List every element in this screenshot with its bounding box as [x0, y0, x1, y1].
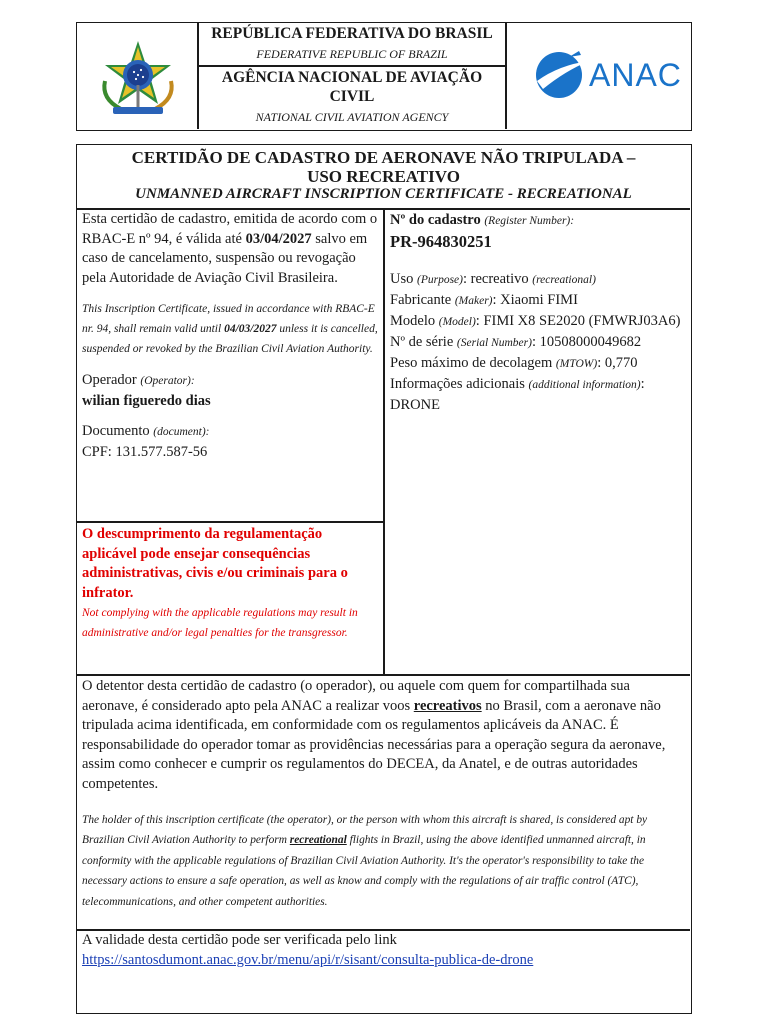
registration-block	[390, 210, 687, 415]
register-number-label: Nº do cadastro (Register Number):	[390, 212, 575, 228]
certificate-title	[77, 148, 690, 186]
warning-pt: O descumprimento da regulamentação aplicável pode ensejar consequências administrativas, civis e/ou criminais para o infrator.	[82, 526, 348, 601]
holder-en: The holder of this inscription certificate (the operator), or the person with whom this aircraft is shared, is considered apt by Brazilian Civil Aviation Authority to perform recreational flights in Brazil, using the above identified unmanned aircraft, in conformity with the applicable regulations of Brazilian Civil Aviation Authority. It's the operator's responsibility to take the necessary actions to ensure a safe operation, as well as know and comply with the regulations of air traffic control (ATC), telecommunications, and other competent authorities.	[82, 813, 648, 908]
verification-text: A validade desta certidão pode ser verificada pelo link	[82, 932, 397, 948]
info-row: Informações adicionais (additional information): DRONE	[390, 376, 645, 413]
holder-pt: O detentor desta certidão de cadastro (o operador), ou aquele com quem for compartilhada sua aeronave, é considerado apto pela ANAC a realizar voos recreativos no Brasil, com a aeronave não tripulada acima identificada, em conformidade com os regulamentos aplicáveis da ANAC. É responsabilidade do operador tomar as providências necessárias para a operação segura da aeronave, assim como conhecer e cumprir os regulamentos do DECEA, da Anatel, e de outras autoridades competentes.	[82, 678, 666, 792]
register-number: PR-964830251	[390, 232, 492, 251]
certificate-title-line2: USO RECREATIVO	[307, 167, 460, 186]
holder-en-emphasis: recreational	[289, 834, 347, 847]
maker-row: Fabricante (Maker): Xiaomi FIMI	[390, 292, 578, 308]
republic-title-en: FEDERATIVE REPUBLIC OF BRAZIL	[256, 47, 448, 61]
validity-date: 03/04/2027	[245, 230, 312, 247]
purpose-row: Uso (Purpose): recreativo (recreational)	[390, 271, 596, 287]
certificate-title-en: UNMANNED AIRCRAFT INSCRIPTION CERTIFICATE - RECREATIONAL	[135, 186, 632, 202]
validity-date-en: 04/03/2027	[224, 323, 277, 335]
warning-en: Not complying with the applicable regulations may result in administrative and/or legal penalties for the transgressor.	[82, 607, 358, 639]
document-value: CPF: 131.577.587-56	[82, 443, 208, 460]
header-table	[76, 22, 692, 131]
brazil-coat-of-arms-icon	[91, 37, 185, 117]
warning-block	[82, 525, 380, 643]
republic-title: REPÚBLICA FEDERATIVA DO BRASIL	[211, 25, 493, 42]
operator-name: wilian figueredo dias	[82, 392, 211, 409]
anac-logo-text: ANAC	[589, 57, 682, 93]
serial-row: Nº de série (Serial Number): 10508000049682	[390, 334, 642, 350]
agency-title: AGÊNCIA NACIONAL DE AVIAÇÃO CIVIL	[221, 69, 483, 105]
validity-block	[82, 210, 380, 462]
certificate-title-line1: CERTIDÃO DE CADASTRO DE AERONAVE NÃO TRIPULADA –	[131, 148, 636, 167]
validity-en: This Inscription Certificate, issued in accordance with RBAC-E nr. 94, shall remain valid until 04/03/2027 unless it is cancelled, suspended or revoked by the Brazilian Civil Aviation Authority.	[82, 303, 378, 355]
document-label: Documento (document):	[82, 423, 210, 439]
verification-link[interactable]: https://santosdumont.anac.gov.br/menu/api/r/sisant/consulta-publica-de-drone	[82, 951, 534, 968]
validity-pt: Esta certidão de cadastro, emitida de acordo com o RBAC-E nº 94, é válida até 03/04/2027 salvo em caso de cancelamento, suspensão ou revogação pela Autoridade de Aviação Civil Brasileira.	[82, 211, 378, 286]
model-row: Modelo (Model): FIMI X8 SE2020 (FMWRJ03A6)	[390, 313, 681, 329]
mtow-row: Peso máximo de decolagem (MTOW): 0,770	[390, 355, 638, 371]
agency-title-en: NATIONAL CIVIL AVIATION AGENCY	[255, 110, 449, 124]
holder-pt-emphasis: recreativos	[413, 697, 482, 714]
certificate-table	[76, 144, 692, 1014]
operator-label: Operador (Operator):	[82, 372, 195, 388]
verification-block	[82, 931, 686, 970]
anac-logo-icon	[529, 47, 682, 103]
holder-block	[82, 677, 686, 913]
